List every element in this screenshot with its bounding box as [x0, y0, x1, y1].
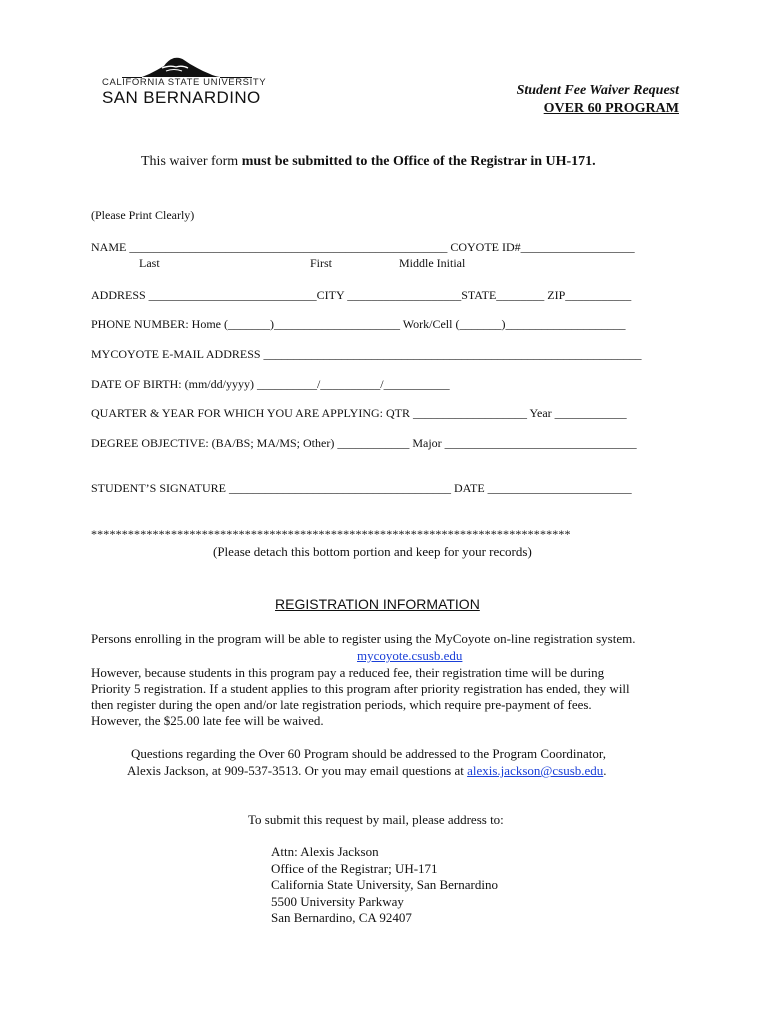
- address-line: San Bernardino, CA 92407: [271, 910, 412, 925]
- mailing-address: [271, 844, 498, 927]
- address-line: Attn: Alexis Jackson: [271, 844, 379, 859]
- name-middle-label: Middle Initial: [399, 256, 466, 270]
- signature-field[interactable]: STUDENT’S SIGNATURE _____________________________________ DATE ________________________: [91, 481, 632, 495]
- reg-paragraph-line4: then register during the open and/or late registration periods, which require pre-payment of fees.: [91, 697, 592, 712]
- questions-line2-prefix: Alexis Jackson, at 909-537-3513. Or you may email questions at: [127, 763, 468, 778]
- coordinator-email-link[interactable]: alexis.jackson@csusb.edu: [467, 763, 604, 778]
- name-first-label: First: [310, 256, 333, 270]
- intro-bold: must be submitted to the Office of the Registrar in UH-171.: [241, 154, 596, 169]
- questions-line1: Questions regarding the Over 60 Program should be addressed to the Program Coordinator,: [131, 746, 606, 761]
- form-subtitle: OVER 60 PROGRAM: [543, 101, 679, 116]
- registration-heading: REGISTRATION INFORMATION: [275, 596, 480, 612]
- intro-prefix: This waiver form: [141, 154, 242, 169]
- intro-text: [141, 154, 596, 170]
- quarter-field[interactable]: QUARTER & YEAR FOR WHICH YOU ARE APPLYING: QTR ___________________ Year ____________: [91, 406, 627, 420]
- address-line: 5500 University Parkway: [271, 893, 404, 909]
- detach-note: (Please detach this bottom portion and keep for your records): [213, 544, 532, 559]
- form-title: Student Fee Waiver Request: [516, 83, 679, 98]
- address-field[interactable]: ADDRESS ____________________________CITY ___________________STATE________ ZIP___________: [91, 288, 632, 302]
- mail-intro: To submit this request by mail, please address to:: [248, 812, 504, 827]
- print-note: (Please Print Clearly): [91, 208, 195, 222]
- logo-university-text: CALIFORNIA STATE UNIVERSITY: [102, 77, 267, 88]
- logo-campus-text: SAN BERNARDINO: [102, 88, 261, 107]
- degree-field[interactable]: DEGREE OBJECTIVE: (BA/BS; MA/MS; Other) ____________ Major ________________________________: [91, 436, 637, 450]
- reg-paragraph-line1: Persons enrolling in the program will be able to register using the MyCoyote on-line registration system.: [91, 631, 636, 646]
- address-line: California State University, San Bernardino: [271, 877, 498, 892]
- questions-line2: [127, 763, 607, 779]
- name-field[interactable]: NAME _____________________________________________________ COYOTE ID#___________________: [91, 240, 635, 254]
- mycoyote-link[interactable]: mycoyote.csusb.edu: [357, 648, 463, 663]
- questions-line2-suffix: .: [603, 763, 607, 778]
- email-field[interactable]: MYCOYOTE E-MAIL ADDRESS _______________________________________________________________: [91, 347, 642, 361]
- reg-paragraph-line5: However, the $25.00 late fee will be waived.: [91, 713, 324, 728]
- reg-paragraph-line2: However, because students in this program pay a reduced fee, their registration time will be during: [91, 665, 605, 680]
- reg-paragraph-line3: Priority 5 registration. If a student applies to this program after priority registration has ended, they will: [91, 681, 630, 696]
- name-last-label: Last: [139, 256, 160, 270]
- phone-field[interactable]: PHONE NUMBER: Home (_______)_____________________ Work/Cell (_______)____________________: [91, 317, 626, 331]
- university-logo: [102, 56, 267, 107]
- address-line: Office of the Registrar; UH-171: [271, 860, 438, 876]
- dob-field[interactable]: DATE OF BIRTH: (mm/dd/yyyy) __________/__________/___________: [91, 377, 450, 391]
- detach-divider: ******************************************************************************: [91, 527, 571, 541]
